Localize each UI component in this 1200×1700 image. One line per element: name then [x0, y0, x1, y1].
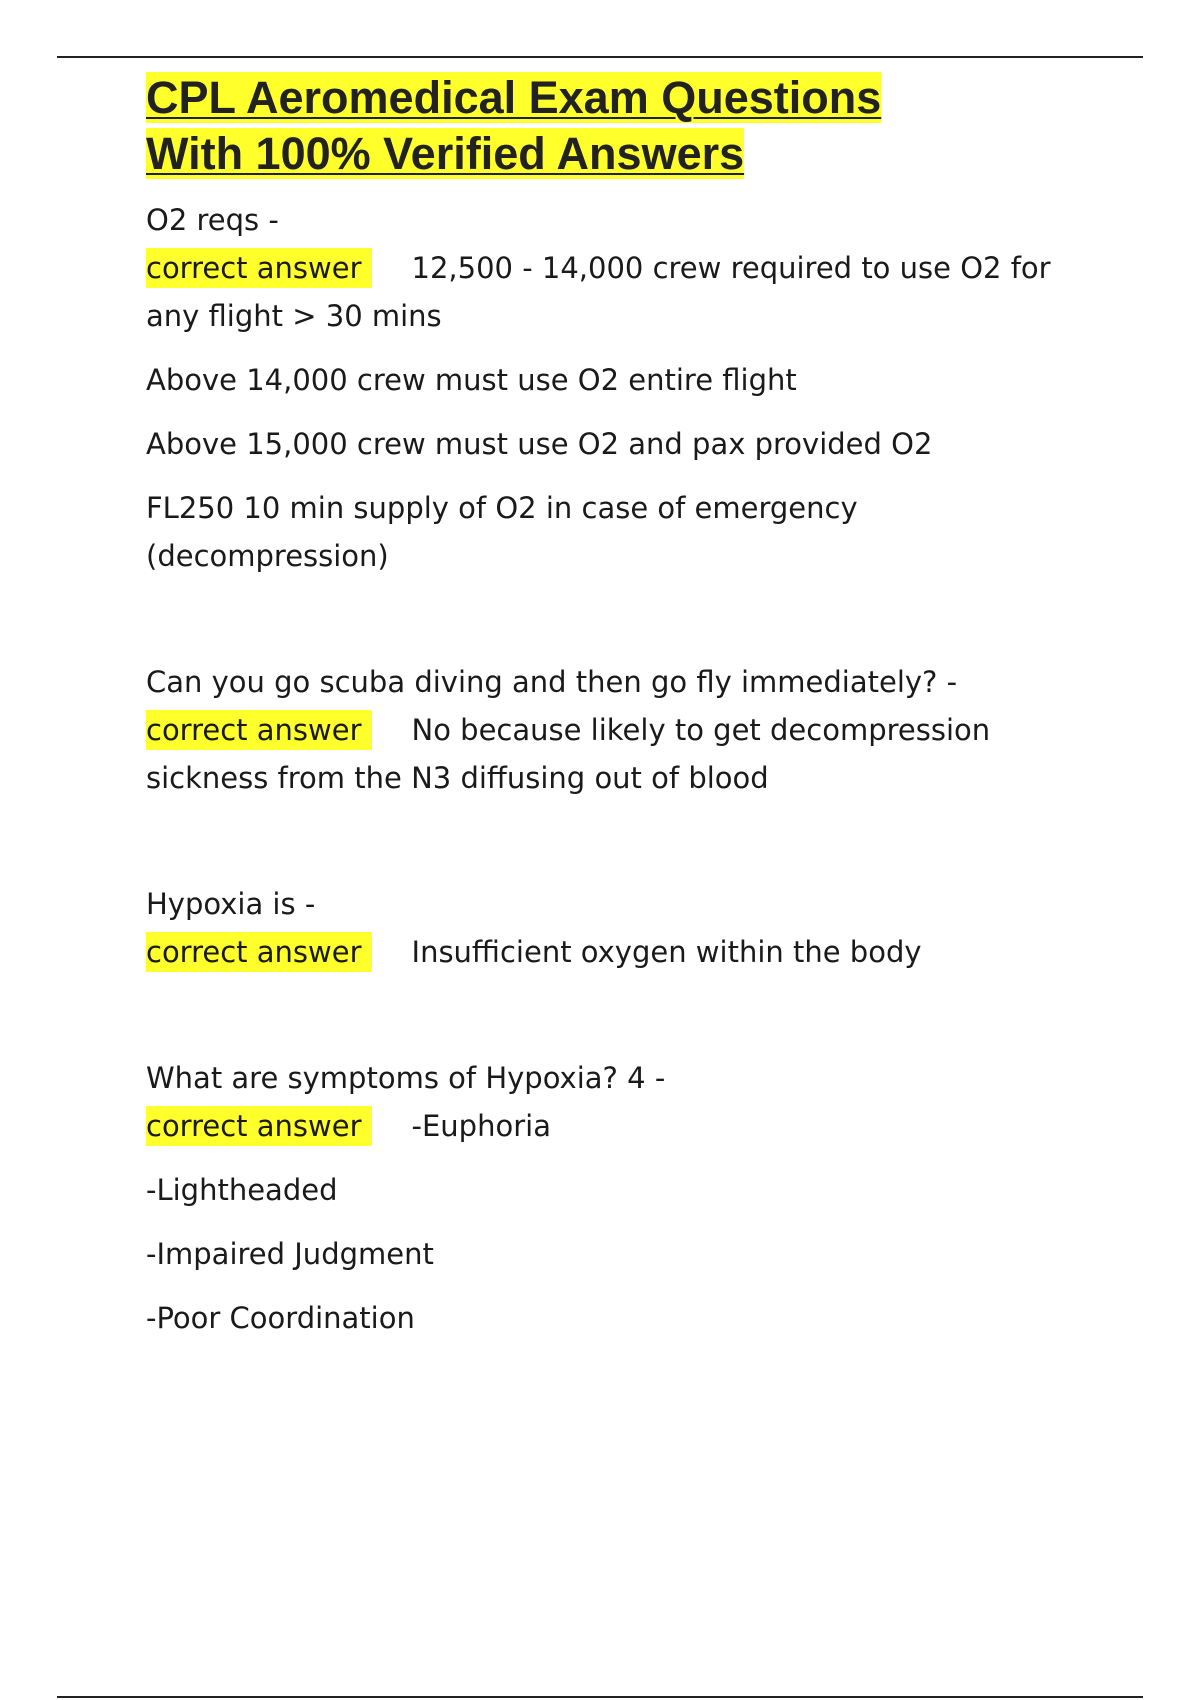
correct-answer-tag: correct answer: [146, 932, 372, 972]
answer-extra-line: -Impaired Judgment: [146, 1237, 434, 1271]
question-text: Hypoxia is -: [146, 887, 316, 921]
bottom-divider: [57, 1696, 1143, 1698]
correct-answer-tag: correct answer: [146, 1106, 372, 1146]
block-spacer: [146, 580, 1086, 658]
title-line-2: With 100% Verified Answers: [146, 128, 745, 179]
answer-extra-line: Above 15,000 crew must use O2 and pax provided O2: [146, 427, 933, 461]
answer-body: -Euphoria: [411, 1109, 551, 1143]
qa-block-hypoxia-symptoms: [146, 1054, 1086, 1342]
title-line-1: CPL Aeromedical Exam Questions: [146, 72, 882, 123]
answer-text: [146, 928, 1086, 976]
answer-extra-line: -Poor Coordination: [146, 1301, 415, 1335]
answer-body: Insufficient oxygen within the body: [411, 935, 922, 969]
answer-extra-line: FL250 10 min supply of O2 in case of emergency (decompression): [146, 491, 858, 573]
block-spacer: [146, 802, 1086, 880]
correct-answer-tag: correct answer: [146, 710, 372, 750]
question-text: Can you go scuba diving and then go fly immediately? -: [146, 665, 958, 699]
qa-block-o2-reqs: [146, 196, 1086, 580]
answer-text: [146, 706, 1086, 802]
qa-block-hypoxia: [146, 880, 1086, 976]
answer-text: [146, 1102, 1086, 1150]
question-text: What are symptoms of Hypoxia? 4 -: [146, 1061, 666, 1095]
question-text: O2 reqs -: [146, 203, 279, 237]
top-divider: [57, 56, 1143, 58]
block-spacer: [146, 976, 1086, 1054]
answer-extra-line: -Lightheaded: [146, 1173, 338, 1207]
document-page: [146, 70, 1086, 1342]
answer-body: No because likely to get decompression sickness from the N3 diffusing out of blood: [146, 713, 991, 795]
correct-answer-tag: correct answer: [146, 248, 372, 288]
answer-text: [146, 244, 1086, 340]
document-title: [146, 70, 1086, 182]
qa-block-scuba: [146, 658, 1086, 802]
answer-extra-line: Above 14,000 crew must use O2 entire flight: [146, 363, 797, 397]
answer-body: 12,500 - 14,000 crew required to use O2 for any flight > 30 mins: [146, 251, 1051, 333]
